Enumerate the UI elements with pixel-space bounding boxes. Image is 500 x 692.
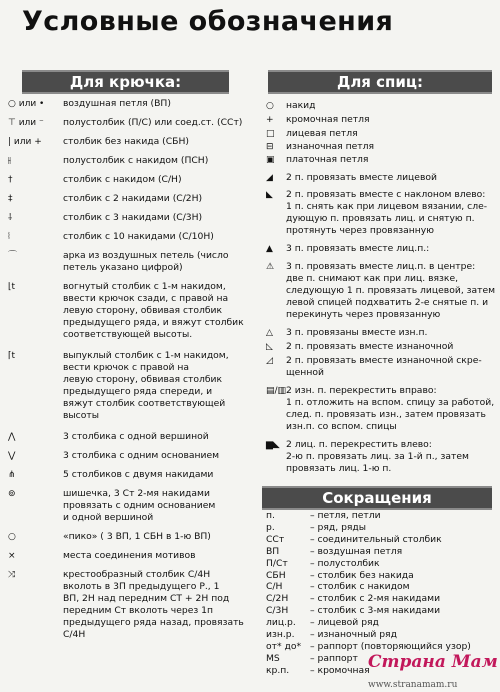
needle-description: лицевая петля — [286, 128, 358, 139]
hook-item — [8, 350, 256, 422]
hook-item — [8, 431, 256, 443]
hook-description: шишечка, 3 Ст 2-мя накидами провязать с одним основанием и одной вершиной — [63, 488, 216, 523]
hook-description: вогнутый столбик с 1-м накидом, ввести крючок сзади, с правой на левую сторону, обвивая столбик предыдущего ряда, и вяжут столбик соответствующей высоты. — [63, 281, 244, 340]
needle-item — [266, 327, 496, 339]
hook-symbol-icon: ○ или • — [8, 99, 45, 109]
abbreviation-key: С/2Н — [266, 593, 289, 605]
hook-section-header: Для крючка: — [22, 70, 229, 94]
page-title: Условные обозначения — [22, 6, 394, 37]
hook-description: «пико» ( 3 ВП, 1 СБН в 1-ю ВП) — [63, 531, 211, 542]
needle-item — [266, 189, 496, 237]
watermark-brand: Страна Мам — [368, 652, 498, 672]
needle-item — [266, 439, 496, 475]
abbreviation-value: – ряд, ряды — [310, 521, 367, 533]
needle-item — [266, 172, 496, 184]
hook-symbol-icon: ‡ — [8, 194, 13, 204]
needle-symbol-icon: ▤/▥ — [266, 386, 287, 396]
needle-description: 3 п. провязать вместе лиц.п.: — [286, 243, 430, 254]
hook-symbol-icon: ⊚ — [8, 489, 16, 499]
hook-item — [8, 450, 256, 462]
abbreviation-row — [266, 605, 494, 617]
abbreviation-key: р. — [266, 521, 275, 533]
abbreviation-key: лиц.р. — [266, 617, 296, 629]
hook-description: крестообразный столбик С/4Н вколоть в 3П предыдущего Р., 1 ВП, 2Н над передним СТ + 2Н под передним Ст вколоть через 1п предыдущего ряда назад, провязать С/4Н — [63, 569, 244, 640]
hook-symbol-icon: ○ — [8, 532, 16, 542]
abbreviation-key: п. — [266, 510, 275, 521]
abbreviation-value: – полустолбик — [310, 557, 380, 569]
hook-description: столбик с 2 накидами (С/2Н) — [63, 193, 203, 204]
needle-symbol-icon: ◢ — [266, 173, 273, 183]
abbreviation-row — [266, 546, 494, 558]
abbreviation-value: – лицевой ряд — [310, 617, 379, 629]
hook-symbol-icon: ⋔ — [8, 470, 16, 480]
needle-description: 2 лиц. п. перекрестить влево: 2-ю п. провязать лиц. за 1-й п., затем провязать лиц. 1-ю п. — [286, 439, 469, 474]
abbreviation-key: ВП — [266, 545, 280, 557]
needle-symbol-icon: ▣ — [266, 155, 275, 165]
needle-description: накид — [286, 100, 316, 111]
needle-symbol-icon: ◣ — [266, 190, 273, 200]
abbreviation-value: – изнаночный ряд — [310, 629, 397, 641]
needle-description: изнаночная петля — [286, 141, 375, 152]
abbreviation-key: П/Ст — [266, 557, 288, 569]
needle-item — [266, 154, 496, 166]
hook-item — [8, 98, 256, 110]
hook-item — [8, 569, 256, 641]
hook-item — [8, 469, 256, 481]
hook-description: 3 столбика с одной вершиной — [63, 431, 209, 442]
hook-item — [8, 136, 256, 148]
hook-symbol-icon: ⫲ — [8, 156, 11, 166]
hook-symbol-list — [8, 98, 256, 641]
needle-description: кромочная петля — [286, 114, 370, 125]
abbreviation-key: ССт — [266, 533, 285, 545]
needle-symbol-icon: □ — [266, 129, 275, 139]
hook-description: полустолбик с накидом (ПСН) — [63, 155, 209, 166]
needle-item — [266, 100, 496, 112]
abbreviation-row — [266, 558, 494, 570]
abbreviation-value: – раппорт — [310, 652, 358, 664]
hook-symbol-icon: × — [8, 551, 16, 561]
hook-symbol-icon: ⋁ — [8, 451, 16, 461]
needle-item — [266, 128, 496, 140]
hook-symbol-icon: ⌒ — [8, 251, 18, 261]
hook-description: 3 столбика с одним основанием — [63, 450, 220, 461]
abbreviation-key: от* до* — [266, 640, 302, 652]
abbreviation-row — [266, 593, 494, 605]
hook-description: воздушная петля (ВП) — [63, 98, 171, 109]
abbreviation-row — [266, 534, 494, 546]
hook-item — [8, 212, 256, 224]
needle-description: 2 изн. п. перекрестить вправо: 1 п. отложить на вспом. спицу за работой, след. п. провязать изн., затем провязать изн.п. со вспом. спицы — [286, 385, 495, 432]
abbreviation-value: – соединительный столбик — [310, 533, 442, 545]
abbreviations-header: Сокращения — [262, 486, 492, 510]
needle-symbol-icon: ◺ — [266, 342, 273, 352]
hook-item — [8, 281, 256, 341]
hook-item — [8, 231, 256, 243]
needle-symbol-icon: ⚠ — [266, 262, 275, 272]
hook-description: столбик без накида (СБН) — [63, 136, 189, 147]
watermark-domain: www.stranamam.ru — [368, 680, 458, 690]
abbreviation-key: С/3Н — [266, 605, 289, 617]
needle-symbol-icon: ○ — [266, 101, 274, 111]
hook-item — [8, 117, 256, 129]
hook-item — [8, 531, 256, 543]
hook-symbol-icon: ⊤ или ⁻ — [8, 118, 44, 128]
needle-description: 3 п. провязаны вместе изн.п. — [286, 327, 428, 338]
hook-symbol-icon: ⋀ — [8, 432, 16, 442]
hook-symbol-icon: ⌊t — [8, 282, 16, 292]
needle-item — [266, 114, 496, 126]
needle-section-header: Для спиц: — [268, 70, 492, 94]
needle-symbol-icon: ▆◣ — [266, 440, 280, 450]
hook-symbol-icon: ⌈t — [8, 351, 16, 361]
abbreviation-key: С/Н — [266, 581, 283, 593]
needle-item — [266, 385, 496, 433]
hook-item — [8, 174, 256, 186]
needle-item — [266, 341, 496, 353]
abbreviation-row — [266, 581, 494, 593]
hook-description: столбик с 10 накидами (С/10Н) — [63, 231, 214, 242]
needle-symbol-icon: ⊟ — [266, 142, 274, 152]
hook-description: места соединения мотивов — [63, 550, 196, 561]
hook-symbol-icon: ⦚ — [8, 232, 10, 242]
hook-description: выпуклый столбик с 1-м накидом, вести крючок с правой на левую сторону, обвивая столбик предыдущего ряда спереди, и вяжут столбик соответствующей высоты — [63, 350, 229, 421]
abbreviation-key: MS — [266, 652, 280, 664]
hook-description: 5 столбиков с двумя накидами — [63, 469, 214, 480]
hook-description: столбик с 3 накидами (С/3Н) — [63, 212, 203, 223]
abbreviation-row — [266, 617, 494, 629]
needle-symbol-list — [266, 100, 496, 475]
abbreviation-value: – столбик с 3-мя накидами — [310, 605, 441, 617]
hook-item — [8, 550, 256, 562]
needle-symbol-icon: △ — [266, 328, 273, 338]
hook-item — [8, 193, 256, 205]
hook-description: полустолбик (П/С) или соед.ст. (ССт) — [63, 117, 243, 128]
abbreviation-value: – столбик с накидом — [310, 581, 410, 593]
hook-symbol-icon: ⸸ — [8, 213, 13, 223]
hook-description: арка из воздушных петель (число петель указано цифрой) — [63, 250, 229, 273]
abbreviation-value: – столбик без накида — [310, 569, 414, 581]
hook-item — [8, 155, 256, 167]
needle-description: 3 п. провязать вместе лиц.п. в центре: две п. снимают как при лиц. вязке, следующую 1 п. провязать лицевой, затем левой спицей подхватить 2-е снятые п. и перекинуть через провязанную — [286, 261, 496, 320]
needle-description: 2 п. провязать вместе с наклоном влево: 1 п. снять как при лицевом вязании, сле- дующую п. провязать лиц. и снятую п. протянуть через провязанную — [286, 189, 488, 236]
abbreviation-key: изн.р. — [266, 629, 295, 641]
needle-symbol-icon: ▲ — [266, 244, 273, 254]
hook-symbol-icon: † — [8, 175, 13, 185]
abbreviation-key: кр.п. — [266, 664, 290, 676]
needle-symbol-icon: + — [266, 115, 274, 125]
hook-item — [8, 488, 256, 524]
abbreviation-value: – воздушная петля — [310, 545, 403, 557]
hook-item — [8, 250, 256, 274]
needle-description: платочная петля — [286, 154, 369, 165]
abbreviation-row — [266, 510, 494, 522]
abbreviation-row — [266, 629, 494, 641]
needle-item — [266, 355, 496, 379]
abbreviation-row — [266, 570, 494, 582]
needle-description: 2 п. провязать вместе лицевой — [286, 172, 437, 183]
hook-symbol-icon: ⤨ — [8, 570, 16, 580]
needle-item — [266, 261, 496, 321]
hook-symbol-icon: | или + — [8, 137, 42, 147]
hook-description: столбик с накидом (С/Н) — [63, 174, 182, 185]
abbreviation-value: – кромочная — [310, 664, 370, 676]
needle-item — [266, 243, 496, 255]
needle-item — [266, 141, 496, 153]
needle-symbol-icon: ◿ — [266, 356, 273, 366]
abbreviation-key: СБН — [266, 569, 286, 581]
abbreviation-value: – петля, петли — [310, 510, 381, 521]
needle-description: 2 п. провязать вместе изнаночной — [286, 341, 454, 352]
needle-description: 2 п. провязать вместе изнаночной скре- щенной — [286, 355, 482, 378]
watermark-logo — [368, 652, 498, 690]
abbreviation-row — [266, 522, 494, 534]
abbreviation-value: – столбик с 2-мя накидами — [310, 593, 441, 605]
abbreviation-value: – раппорт (повторяющийся узор) — [310, 640, 471, 652]
